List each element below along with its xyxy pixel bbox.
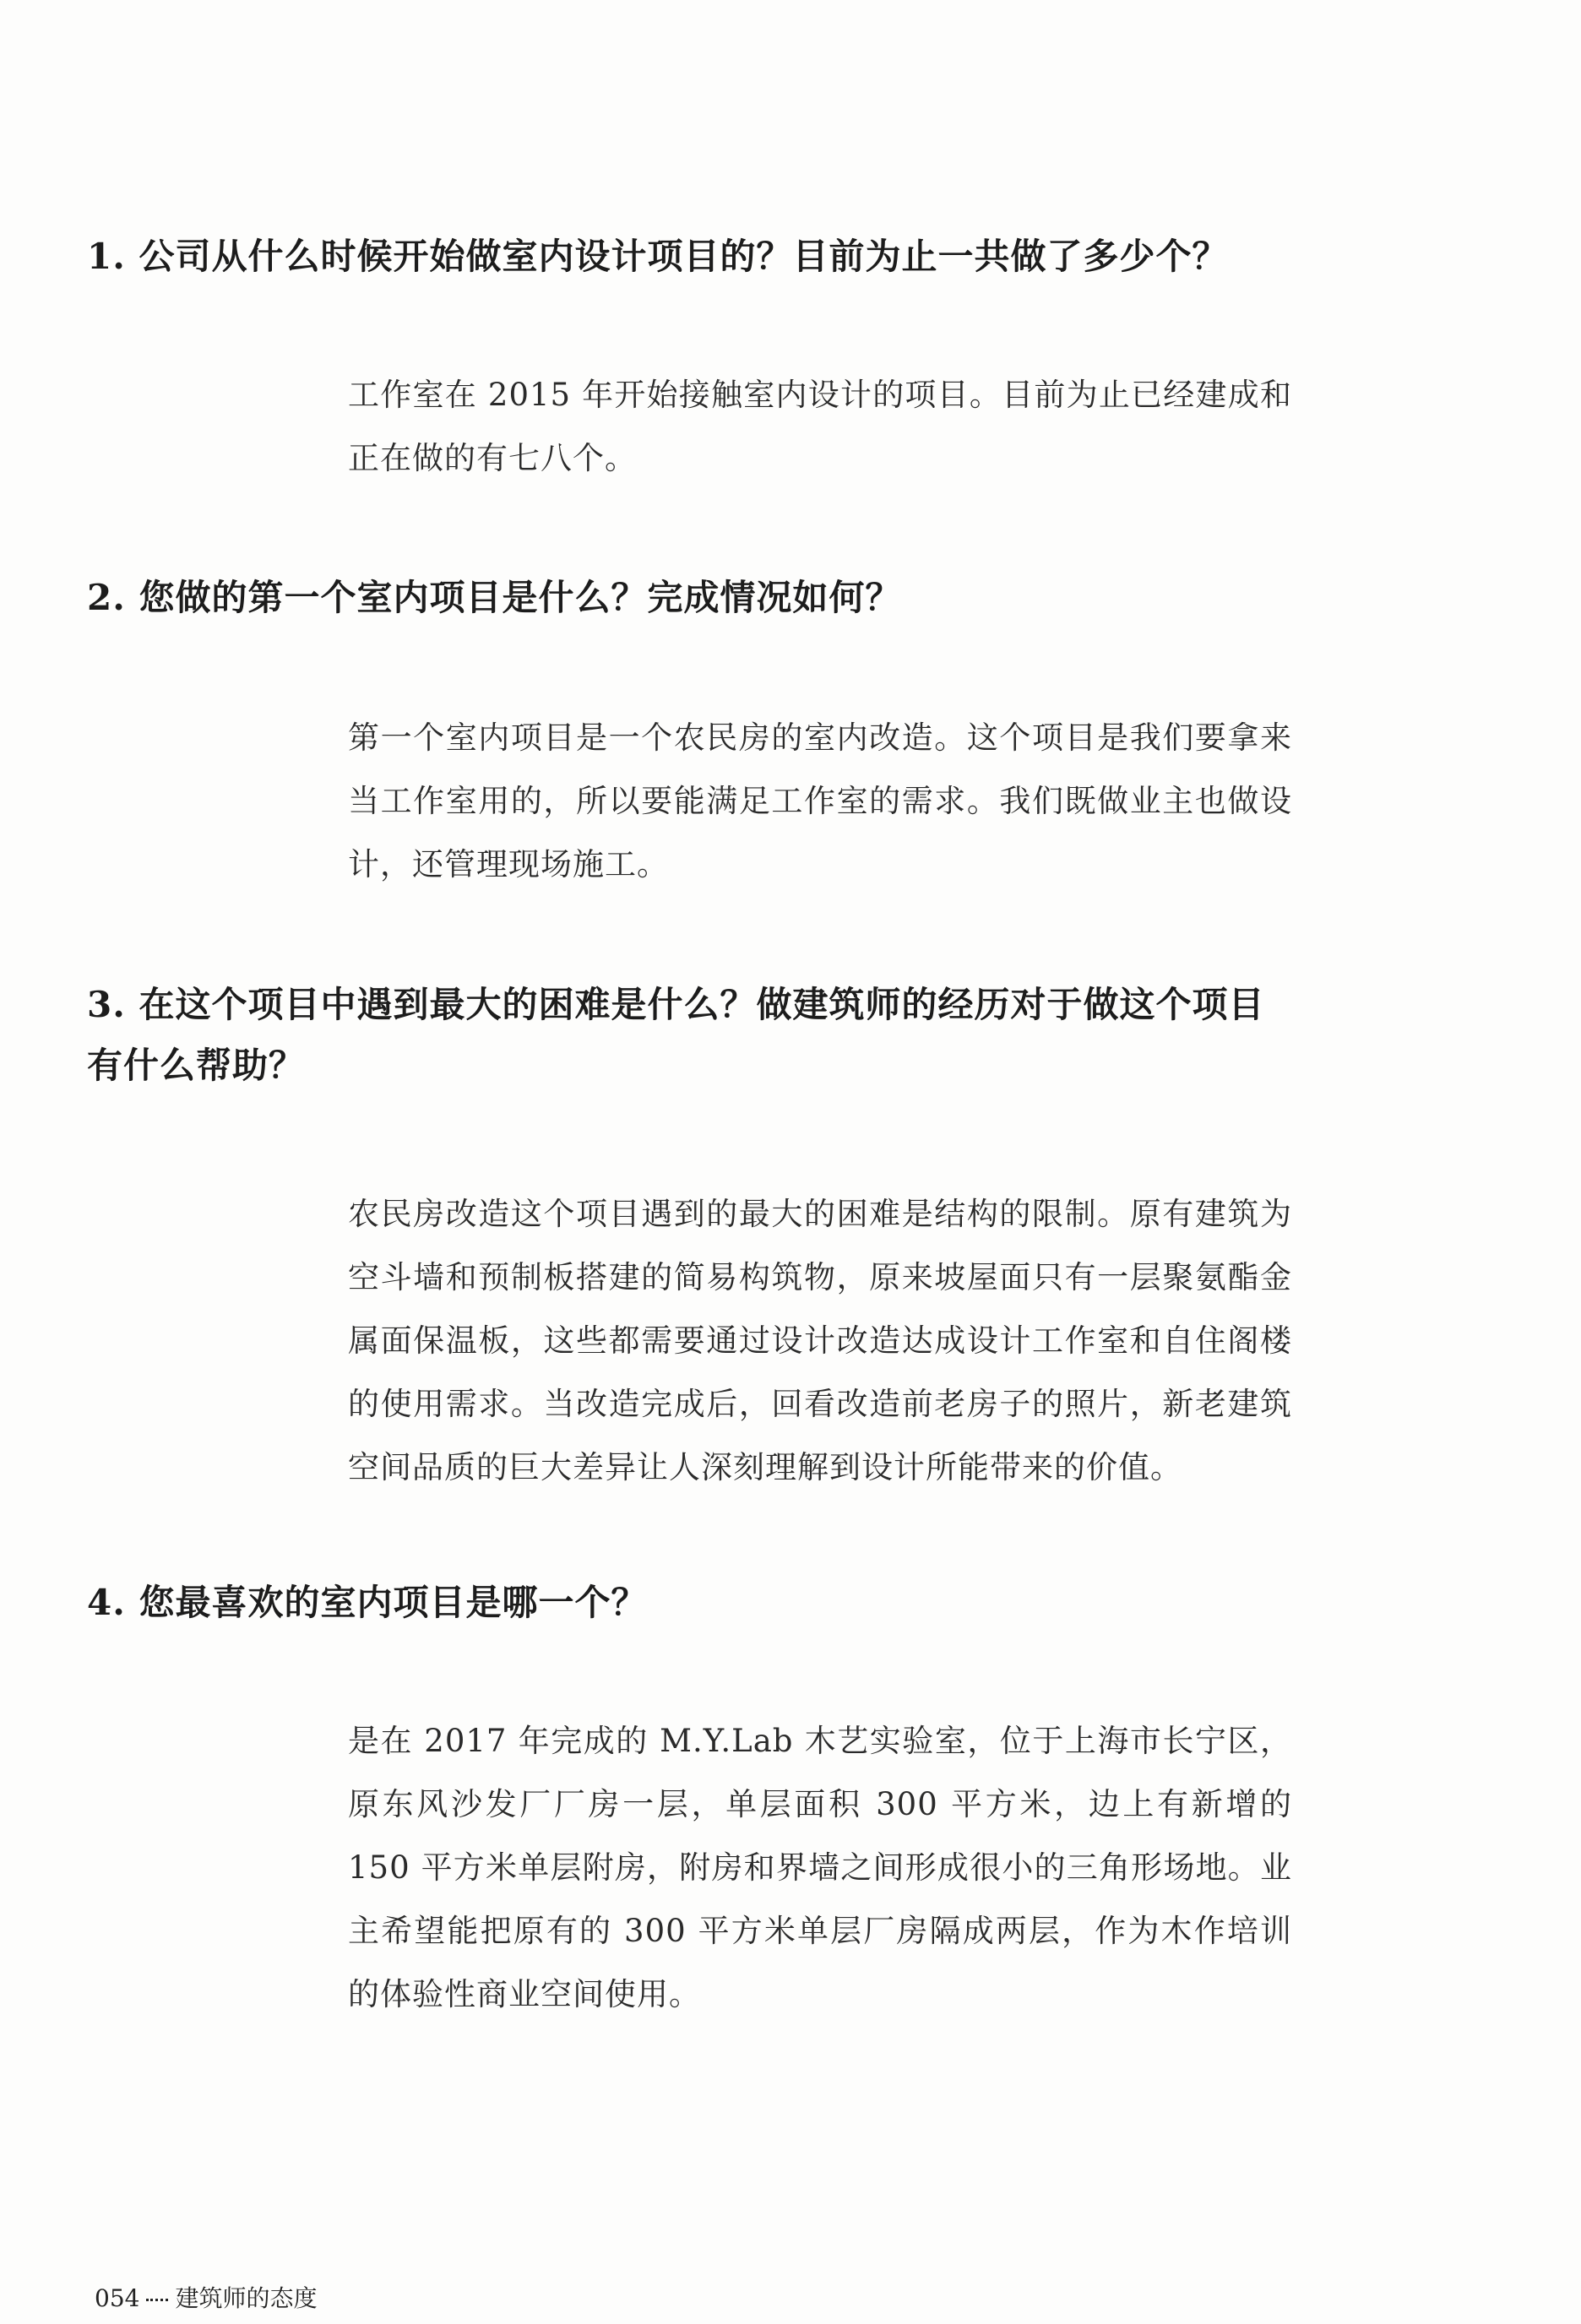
- answer-3: 农民房改造这个项目遇到的最大的困难是结构的限制。原有建筑为空斗墙和预制板搭建的简易构筑物，原来坡屋面只有一层聚氨酯金属面保温板，这些都需要通过设计改造达成设计工作室和自住阁楼的使用需求。当改造完成后，回看改造前老房子的照片，新老建筑空间品质的巨大差异让人深刻理解到设计所能带来的价值。: [348, 1196, 1292, 1485]
- question-2: 2. 您做的第一个室内项目是什么？完成情况如何？: [87, 577, 902, 618]
- answer-2: 第一个室内项目是一个农民房的室内改造。这个项目是我们要拿来当工作室用的，所以要能满足工作室的需求。我们既做业主也做设计，还管理现场施工。: [348, 719, 1292, 882]
- footer-separator: [146, 2299, 168, 2301]
- page-footer: [95, 2280, 317, 2314]
- question-1: 1. 公司从什么时候开始做室内设计项目的？目前为止一共做了多少个？: [87, 236, 1229, 277]
- question-4: 4. 您最喜欢的室内项目是哪一个？: [87, 1582, 648, 1623]
- page-number: 054: [95, 2284, 140, 2312]
- question-3: 3. 在这个项目中遇到最大的困难是什么？做建筑师的经历对于做这个项目有什么帮助？: [87, 984, 1265, 1086]
- answer-4: 是在 2017 年完成的 M.Y.Lab 木艺实验室，位于上海市长宁区，原东风沙发厂厂房一层，单层面积 300 平方米，边上有新增的 150 平方米单层附房，附房和界墙之间形成很小的三角形场地。业主希望能把原有的 300 平方米单层厂房隔成两层，作为木作培训的体验性商业空间使用。: [348, 1723, 1292, 2012]
- answer-1: 工作室在 2015 年开始接触室内设计的项目。目前为止已经建成和正在做的有七八个。: [348, 377, 1292, 476]
- book-title: 建筑师的态度: [175, 2284, 318, 2312]
